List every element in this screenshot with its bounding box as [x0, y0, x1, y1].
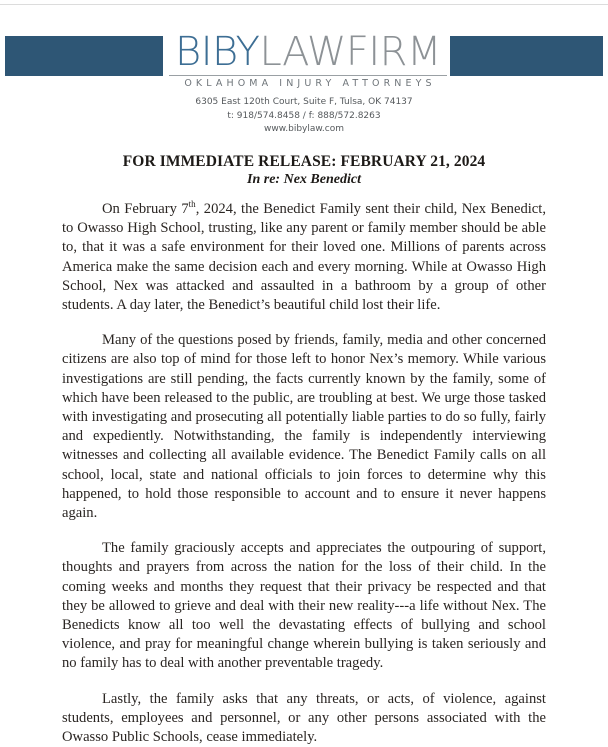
paragraph-1-rest: , 2024, the Benedict Family sent their child, Nex Benedict, to Owasso High School, trusting, like any parent or family member should be able to, that it was a safe environment for their loved one. Millions of parents across America make the same decision each and every morning. While at Owasso High School, Nex was attacked and assaulted in a bathroom by a group of other students. A day later, the Benedict’s beautiful child lost their life.	[62, 201, 546, 314]
ordinal-suffix: th	[188, 199, 196, 210]
contact-website: www.bibylaw.com	[263, 124, 344, 134]
logo-divider	[169, 75, 447, 76]
paragraph-1-lead: On February 7	[102, 201, 189, 217]
release-headline	[0, 152, 608, 189]
contact-info	[0, 96, 608, 137]
logo-tagline: OKLAHOMA INJURY ATTORNEYS	[184, 78, 436, 89]
letterhead	[0, 0, 608, 142]
headline-subject: In re: Nex Benedict	[247, 172, 361, 187]
logo-secondary-text: LAWFIRM	[259, 29, 441, 75]
letterhead-bar-left	[5, 36, 163, 76]
logo-wordmark	[168, 30, 448, 74]
contact-address: 6305 East 120th Court, Suite F, Tulsa, OK 74137	[195, 97, 413, 107]
release-body	[62, 200, 546, 747]
body-paragraph-3: The family graciously accepts and appreciates the outpouring of support, thoughts and prayers from across the nation for the loss of their child. In the coming weeks and months they request that their privacy be respected and that they be allowed to grieve and deal with their new reality---a life without Nex. The Benedicts know all too well the devastating effects of bullying and school violence, and pray for meaningful change wherein bullying is taken seriously and no family has to deal with another preventable tragedy.	[62, 540, 546, 672]
logo-primary-text: BIBY	[175, 29, 260, 75]
body-paragraph-4: Lastly, the family asks that any threats, or acts, of violence, against students, employees and personnel, or any other persons associated with the Owasso Public Schools, cease immediately.	[62, 690, 546, 746]
letterhead-bar-right	[450, 36, 603, 76]
contact-phone-fax: t: 918/574.8458 / f: 888/572.8263	[227, 110, 381, 121]
headline-main: FOR IMMEDIATE RELEASE: FEBRUARY 21, 2024	[122, 153, 486, 170]
firm-logo	[168, 30, 448, 90]
body-paragraph-2: Many of the questions posed by friends, family, media and other concerned citizens are also top of mind for those left to honor Nex’s memory. While various investigations are still pending, the facts currently known by the family, some of which have been released to the public, are troubling at best. We urge those tasked with investigating and prosecuting all potentially liable parties to do so fully, fairly and expediently. Notwithstanding, the family is independently interviewing witnesses and collecting all available evidence. The Benedict Family calls on all school, local, state and national officials to join forces to determine why this happened, to hold those responsible to account and to ensure it never happens again.	[62, 332, 546, 522]
body-paragraph-1	[62, 200, 546, 315]
